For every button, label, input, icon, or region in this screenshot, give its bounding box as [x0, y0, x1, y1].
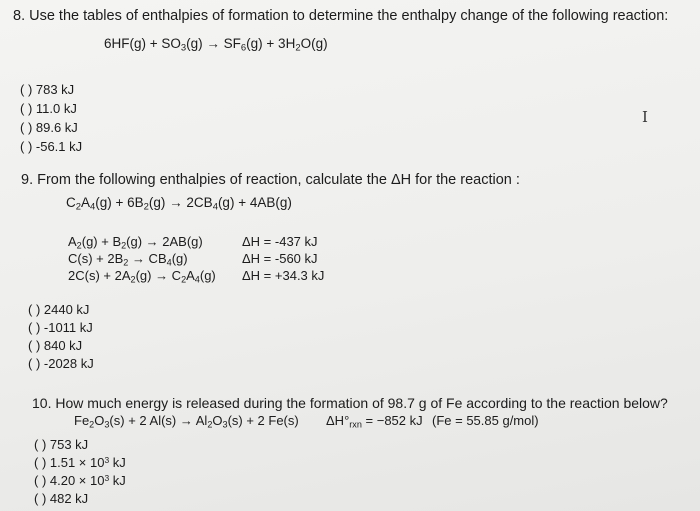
q9-option-1[interactable]: ( ) 2440 kJ [28, 302, 90, 317]
q8-option-4[interactable]: ( ) -56.1 kJ [20, 139, 83, 154]
text-cursor-icon: I [642, 108, 648, 126]
q10-option-2[interactable]: ( ) $1.51 \times 10^3$ kJ [34, 454, 126, 470]
q10-option-1[interactable]: ( ) 753 kJ [34, 437, 89, 452]
question-9-reaction: $C_2A_4(g) + 6B_2(g) \to 2CB_4(g) + 4AB(g)$ [66, 195, 292, 213]
question-10-enthalpy: $\Delta H^\circ_{rxn} = -852$ kJ [326, 413, 423, 430]
question-8-stem: 8. Use the tables of enthalpies of formation to determine the enthalpy change of the following reaction: [13, 8, 669, 24]
q9-step-reaction-1: $A_2(g) + B_2(g) \to 2AB(g)$ [68, 234, 203, 251]
q9-option-3[interactable]: ( ) 840 kJ [28, 338, 83, 353]
q9-option-2[interactable]: ( ) -1011 kJ [28, 320, 93, 335]
question-10-molar-mass: (Fe = 55.85 g/mol) [432, 413, 539, 428]
q8-option-3[interactable]: ( ) 89.6 kJ [20, 120, 78, 135]
q8-option-1[interactable]: ( ) 783 kJ [20, 82, 75, 97]
q9-dh-2: ΔH = -560 kJ [242, 251, 318, 266]
q9-step-reaction-2: $C(s) + 2B_2 \to CB_4(g)$ [68, 251, 188, 268]
q9-dh-1: ΔH = -437 kJ [242, 234, 318, 249]
question-10-reaction: $Fe_2O_3(s) + 2$ $Al(s) \to Al_2O_3(s) + 2$ Fe(s) [74, 413, 299, 430]
q10-option-4[interactable]: ( ) 482 kJ [34, 491, 89, 506]
question-8-reaction: $6HF(g) + SO_3(g) \to SF_6(g) + 3H_2O(g)$ [104, 36, 328, 54]
q10-option-3[interactable]: ( ) $4.20 \times 10^3$ kJ [34, 472, 126, 488]
question-9-stem: 9. From the following enthalpies of reaction, calculate the ΔH for the reaction : [21, 172, 520, 188]
q9-dh-3: ΔH = +34.3 kJ [242, 268, 325, 283]
question-10-stem: 10. How much energy is released during the formation of 98.7 g of Fe according to the reaction below? [32, 395, 668, 411]
q9-step-reaction-3: $2C(s) + 2A_2(g) \to C_2A_4(g)$ [68, 268, 216, 285]
q8-option-2[interactable]: ( ) 11.0 kJ [20, 101, 77, 116]
q9-option-4[interactable]: ( ) -2028 kJ [28, 356, 94, 371]
